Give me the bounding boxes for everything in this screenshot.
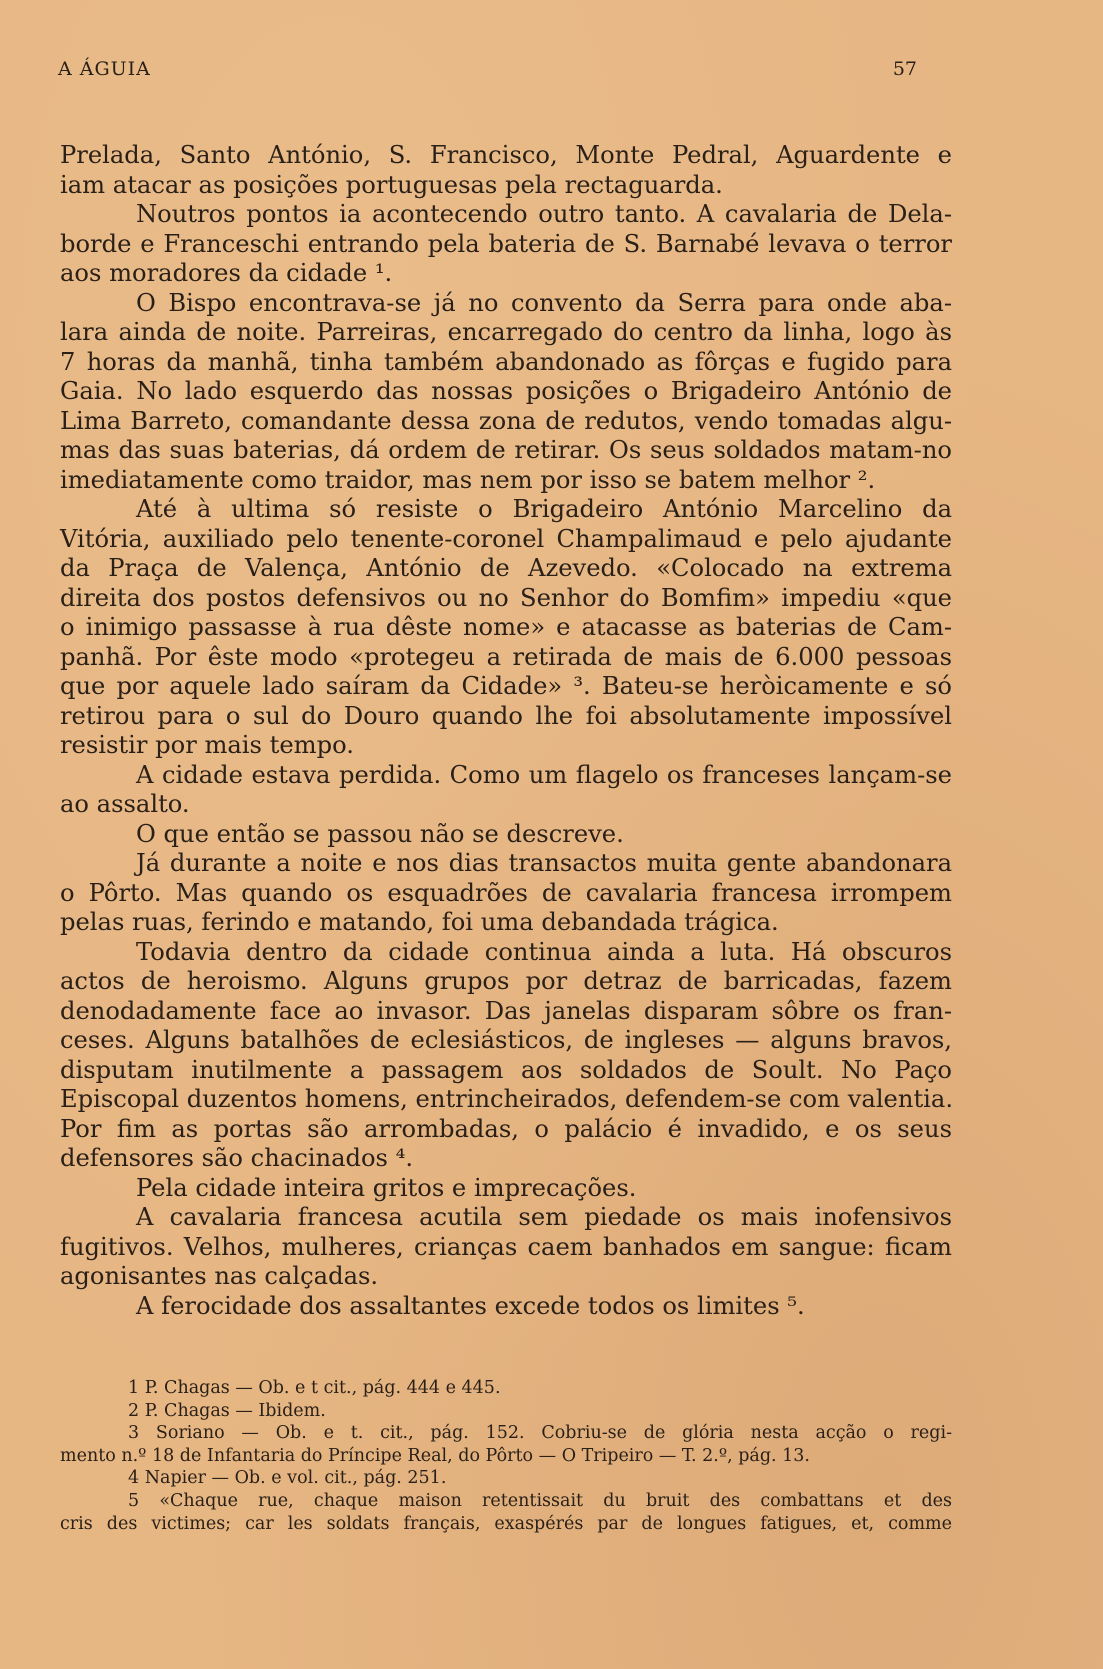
text-line: Até à ultima só resiste o Brigadeiro António Marcelino da <box>136 495 952 523</box>
text-line: defensores são chacinados ⁴. <box>60 1144 414 1172</box>
footnotes <box>60 1377 952 1535</box>
footnote-line: mento n.º 18 de Infantaria do Príncipe Real, do Pôrto — O Tripeiro — T. 2.º, pág. 13. <box>60 1445 810 1466</box>
text-line: O Bispo encontrava-se já no convento da Serra para onde aba- <box>136 288 952 317</box>
page-header <box>58 58 917 88</box>
text-line: agonisantes nas calçadas. <box>60 1262 379 1290</box>
page-number: 57 <box>892 58 917 80</box>
text-line: Noutros pontos ia acontecendo outro tanto. A cavalaria de Dela- <box>136 200 952 228</box>
footnote-line: 4 Napier — Ob. e vol. cit., pág. 251. <box>128 1468 447 1489</box>
footnote-line: 2 P. Chagas — Ibidem. <box>128 1400 326 1421</box>
text-line: fugitivos. Velhos, mulheres, crianças caem banhados em sangue: ficam <box>60 1232 952 1261</box>
footnote-line: 5 «Chaque rue, chaque maison retentissait du bruit des combattans et des <box>128 1490 952 1511</box>
text-line: retirou para o sul do Douro quando lhe foi absolutamente impossível <box>60 701 952 730</box>
running-title: A ÁGUIA <box>58 58 151 80</box>
text-line: aos moradores da cidade ¹. <box>60 259 393 287</box>
text-line: Vitória, auxiliado pelo tenente-coronel Champalimaud e pelo ajudante <box>60 524 952 553</box>
text-line: O que então se passou não se descreve. <box>136 819 624 848</box>
text-line: ao assalto. <box>60 790 190 818</box>
text-line: pelas ruas, ferindo e matando, foi uma debandada trágica. <box>60 908 779 936</box>
text-line: denodadamente face ao invasor. Das janelas disparam sôbre os fran- <box>60 996 952 1025</box>
text-line: Por fim as portas são arrombadas, o palácio é invadido, e os seus <box>60 1114 952 1143</box>
text-line: mas das suas baterias, dá ordem de retirar. Os seus soldados matam-no <box>60 436 952 464</box>
text-line: o Pôrto. Mas quando os esquadrões de cavalaria francesa irrompem <box>60 878 952 907</box>
text-line: A ferocidade dos assaltantes excede todos os limites ⁵. <box>136 1291 805 1320</box>
text-line: Todavia dentro da cidade continua ainda a luta. Há obscuros <box>136 937 952 966</box>
text-line: iam atacar as posições portuguesas pela rectaguarda. <box>60 170 723 199</box>
footnote-line: 1 P. Chagas — Ob. e t cit., pág. 444 e 445. <box>128 1378 501 1398</box>
text-line: Lima Barreto, comandante dessa zona de redutos, vendo tomadas algu- <box>60 406 952 435</box>
text-line: que por aquele lado saíram da Cidade» ³. Bateu-se heròicamente e só <box>60 672 952 700</box>
footnote-line: cris des victimes; car les soldats français, exaspérés par de longues fatigues, et, comme <box>60 1513 952 1534</box>
text-line: panhã. Por êste modo «protegeu a retirada de mais de 6.000 pessoas <box>60 642 952 671</box>
text-line: resistir por mais tempo. <box>60 731 354 759</box>
text-line: da Praça de Valença, António de Azevedo. «Colocado na extrema <box>60 554 952 582</box>
footnote-line: 3 Soriano — Ob. e t. cit., pág. 152. Cobriu-se de glória nesta acção o regi- <box>128 1423 952 1444</box>
text-line: imediatamente como traidor, mas nem por isso se batem melhor ². <box>60 465 876 494</box>
text-line: lara ainda de noite. Parreiras, encarregado do centro da linha, logo às <box>60 318 952 346</box>
text-line: ceses. Alguns batalhões de eclesiásticos, de ingleses — alguns bravos, <box>60 1026 952 1054</box>
text-line: borde e Franceschi entrando pela bateria de S. Barnabé levava o terror <box>60 229 952 258</box>
text-line: direita dos postos defensivos ou no Senhor do Bomfim» impediu «que <box>60 583 952 612</box>
text-line: A cidade estava perdida. Como um flagelo os franceses lançam-se <box>136 760 952 789</box>
text-line: disputam inutilmente a passagem aos soldados de Soult. No Paço <box>60 1055 952 1084</box>
text-line: Já durante a noite e nos dias transactos muita gente abandonara <box>136 849 952 877</box>
text-line: Pela cidade inteira gritos e imprecações. <box>136 1173 637 1202</box>
text-line: o inimigo passasse à rua dêste nome» e atacasse as baterias de Cam- <box>60 613 952 641</box>
body-text <box>60 141 952 1321</box>
text-line: actos de heroismo. Alguns grupos por detraz de barricadas, fazem <box>60 967 952 995</box>
text-line: 7 horas da manhã, tinha também abandonado as fôrças e fugido para <box>60 347 952 376</box>
text-line: Prelada, Santo António, S. Francisco, Monte Pedral, Aguardente e <box>60 141 952 169</box>
text-line: Episcopal duzentos homens, entrincheirados, defendem-se com valentia. <box>60 1085 954 1113</box>
text-line: A cavalaria francesa acutila sem piedade os mais inofensivos <box>136 1203 952 1231</box>
text-line: Gaia. No lado esquerdo das nossas posições o Brigadeiro António de <box>60 377 952 405</box>
